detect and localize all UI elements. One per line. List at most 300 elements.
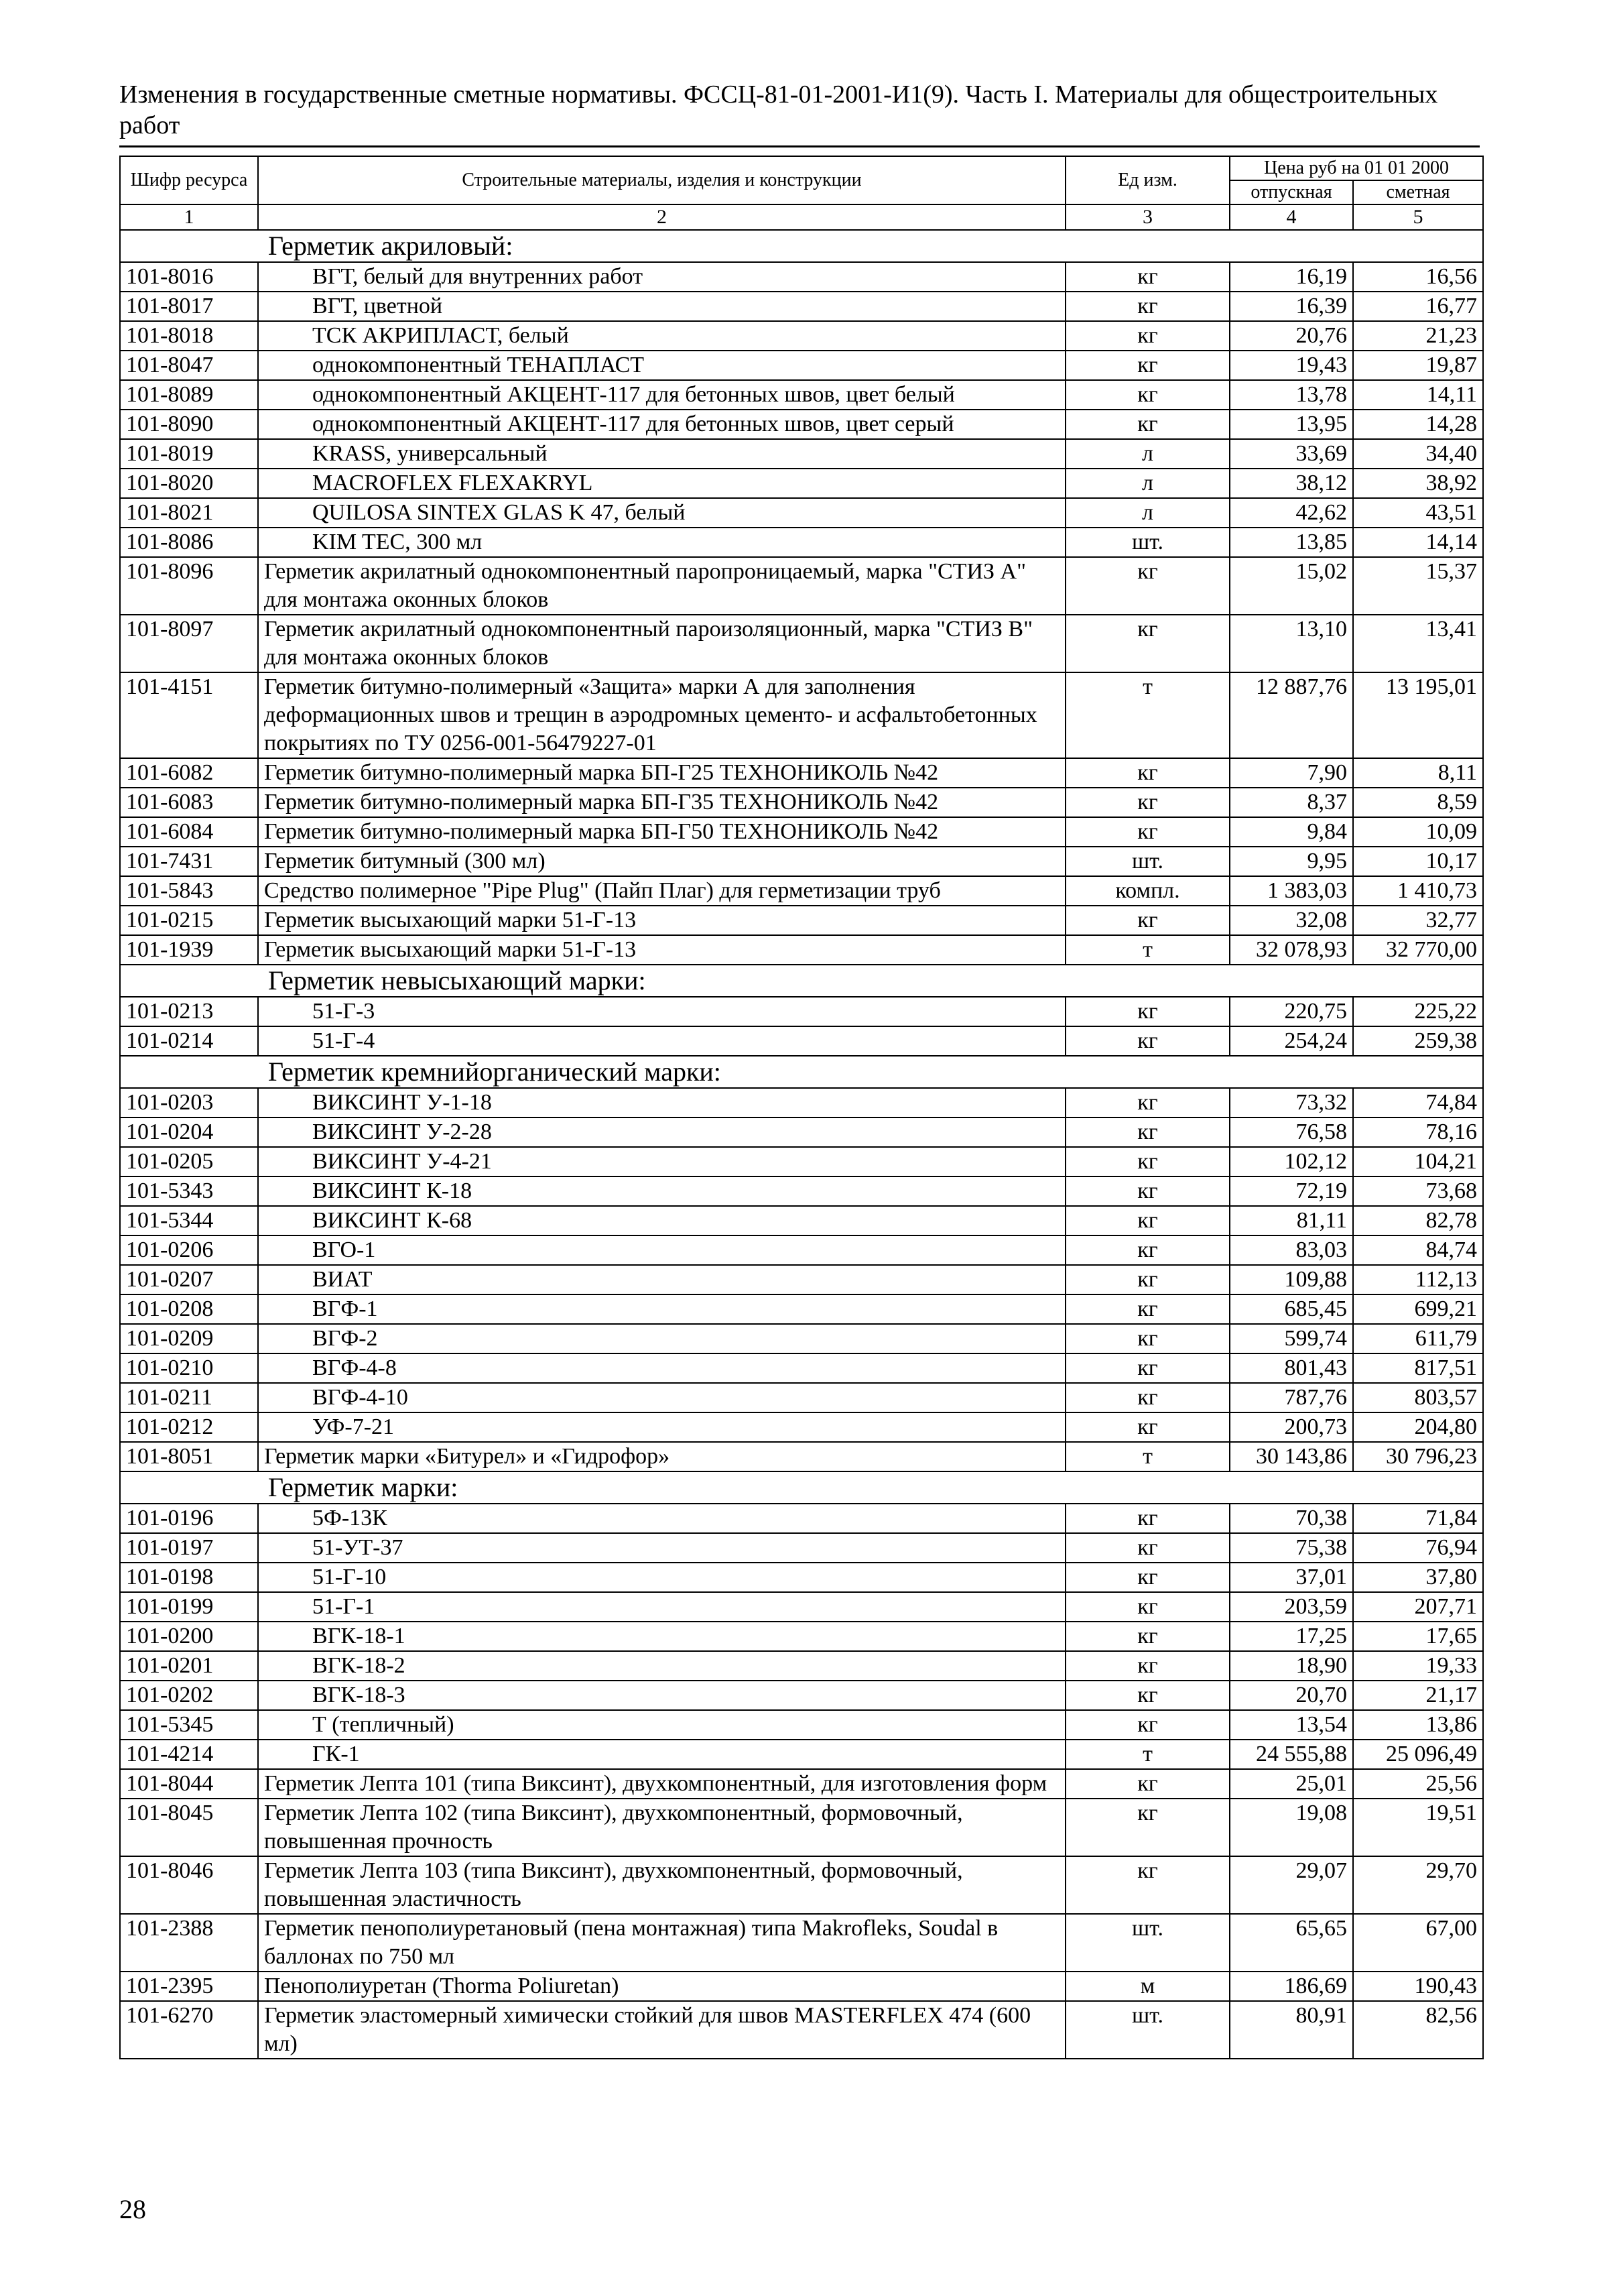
price-release-cell: 13,10 bbox=[1230, 615, 1353, 672]
price-release-cell: 13,85 bbox=[1230, 528, 1353, 557]
unit-cell: кг bbox=[1066, 615, 1230, 672]
price-estimate-cell: 73,68 bbox=[1353, 1176, 1483, 1206]
unit-cell: кг bbox=[1066, 1383, 1230, 1412]
price-estimate-cell: 30 796,23 bbox=[1353, 1442, 1483, 1471]
price-estimate-cell: 611,79 bbox=[1353, 1324, 1483, 1353]
resource-code-cell: 101-6082 bbox=[120, 758, 258, 788]
material-name-cell: однокомпонентный АКЦЕНТ-117 для бетонных швов, цвет серый bbox=[258, 410, 1066, 439]
price-release-cell: 685,45 bbox=[1230, 1294, 1353, 1324]
material-name-cell: ВГО-1 bbox=[258, 1235, 1066, 1265]
resource-code-cell: 101-1939 bbox=[120, 935, 258, 965]
price-estimate-cell: 8,59 bbox=[1353, 788, 1483, 817]
material-name-cell: 51-Г-1 bbox=[258, 1592, 1066, 1622]
resource-code-cell: 101-8096 bbox=[120, 557, 258, 615]
resource-code-cell: 101-0204 bbox=[120, 1117, 258, 1147]
price-estimate-cell: 14,11 bbox=[1353, 380, 1483, 410]
price-estimate-cell: 17,65 bbox=[1353, 1622, 1483, 1651]
unit-cell: кг bbox=[1066, 1265, 1230, 1294]
table-row bbox=[120, 2001, 1483, 2059]
table-row bbox=[120, 557, 1483, 615]
price-estimate-cell: 13,41 bbox=[1353, 615, 1483, 672]
price-estimate-cell: 25,56 bbox=[1353, 1769, 1483, 1799]
price-release-cell: 18,90 bbox=[1230, 1651, 1353, 1681]
price-release-cell: 20,70 bbox=[1230, 1681, 1353, 1710]
table-row bbox=[120, 1740, 1483, 1769]
resource-code-cell: 101-2388 bbox=[120, 1914, 258, 1972]
table-row bbox=[120, 1651, 1483, 1681]
section-title: Герметик кремнийорганический марки: bbox=[120, 1056, 1483, 1088]
resource-code-cell: 101-6083 bbox=[120, 788, 258, 817]
material-name-cell: 51-УТ-37 bbox=[258, 1533, 1066, 1563]
price-release-cell: 13,78 bbox=[1230, 380, 1353, 410]
table-row bbox=[120, 498, 1483, 528]
unit-cell: шт. bbox=[1066, 1914, 1230, 1972]
material-name-cell: Герметик битумно-полимерный «Защита» марки А для заполнения деформационных швов и трещин в аэродромных цементо- и асфальтобетонных покрытиях по ТУ 0256-001-56479227-01 bbox=[258, 672, 1066, 758]
resource-code-cell: 101-8097 bbox=[120, 615, 258, 672]
resource-code-cell: 101-0210 bbox=[120, 1353, 258, 1383]
unit-cell: кг bbox=[1066, 1147, 1230, 1176]
price-estimate-cell: 14,14 bbox=[1353, 528, 1483, 557]
price-estimate-cell: 84,74 bbox=[1353, 1235, 1483, 1265]
unit-cell: кг bbox=[1066, 788, 1230, 817]
price-release-cell: 38,12 bbox=[1230, 469, 1353, 498]
price-release-cell: 33,69 bbox=[1230, 439, 1353, 469]
price-estimate-cell: 34,40 bbox=[1353, 439, 1483, 469]
material-name-cell: 5Ф-13К bbox=[258, 1504, 1066, 1533]
price-estimate-cell: 25 096,49 bbox=[1353, 1740, 1483, 1769]
resource-code-cell: 101-8046 bbox=[120, 1856, 258, 1914]
price-release-cell: 30 143,86 bbox=[1230, 1442, 1353, 1471]
unit-cell: кг bbox=[1066, 1353, 1230, 1383]
price-estimate-cell: 13 195,01 bbox=[1353, 672, 1483, 758]
price-estimate-cell: 10,17 bbox=[1353, 847, 1483, 876]
resource-code-cell: 101-8019 bbox=[120, 439, 258, 469]
price-release-cell: 25,01 bbox=[1230, 1769, 1353, 1799]
price-estimate-cell: 71,84 bbox=[1353, 1504, 1483, 1533]
document-header: Изменения в государственные сметные нормативы. ФССЦ-81-01-2001-И1(9). Часть I. Материалы для общестроительных работ bbox=[119, 80, 1438, 139]
price-release-cell: 32,08 bbox=[1230, 906, 1353, 935]
table-row bbox=[120, 1681, 1483, 1710]
resource-code-cell: 101-7431 bbox=[120, 847, 258, 876]
section-header-row bbox=[120, 1056, 1483, 1088]
price-estimate-cell: 112,13 bbox=[1353, 1265, 1483, 1294]
header-price-release: отпускная bbox=[1230, 180, 1353, 204]
material-name-cell: ВГФ-2 bbox=[258, 1324, 1066, 1353]
table-row bbox=[120, 380, 1483, 410]
price-estimate-cell: 19,51 bbox=[1353, 1799, 1483, 1856]
table-row bbox=[120, 1504, 1483, 1533]
material-name-cell: ВИКСИНТ К-18 bbox=[258, 1176, 1066, 1206]
resource-code-cell: 101-2395 bbox=[120, 1972, 258, 2001]
price-estimate-cell: 21,23 bbox=[1353, 321, 1483, 351]
price-release-cell: 17,25 bbox=[1230, 1622, 1353, 1651]
unit-cell: кг bbox=[1066, 1324, 1230, 1353]
table-row bbox=[120, 1176, 1483, 1206]
material-name-cell: ВИКСИНТ У-4-21 bbox=[258, 1147, 1066, 1176]
table-row bbox=[120, 1972, 1483, 2001]
material-name-cell: ВГФ-4-10 bbox=[258, 1383, 1066, 1412]
section-header-row bbox=[120, 230, 1483, 262]
page-number: 28 bbox=[119, 2194, 146, 2224]
material-name-cell: Герметик акрилатный однокомпонентный паропроницаемый, марка "СТИЗ А" для монтажа оконных блоков bbox=[258, 557, 1066, 615]
price-release-cell: 9,84 bbox=[1230, 817, 1353, 847]
price-estimate-cell: 32,77 bbox=[1353, 906, 1483, 935]
unit-cell: кг bbox=[1066, 1856, 1230, 1914]
table-row bbox=[120, 1592, 1483, 1622]
resource-code-cell: 101-8090 bbox=[120, 410, 258, 439]
table-row bbox=[120, 672, 1483, 758]
table-row bbox=[120, 1442, 1483, 1471]
unit-cell: кг bbox=[1066, 758, 1230, 788]
price-estimate-cell: 29,70 bbox=[1353, 1856, 1483, 1914]
unit-cell: кг bbox=[1066, 1799, 1230, 1856]
resource-code-cell: 101-8051 bbox=[120, 1442, 258, 1471]
material-name-cell: УФ-7-21 bbox=[258, 1412, 1066, 1442]
price-release-cell: 70,38 bbox=[1230, 1504, 1353, 1533]
price-estimate-cell: 16,56 bbox=[1353, 262, 1483, 292]
material-name-cell: ВИКСИНТ У-2-28 bbox=[258, 1117, 1066, 1147]
price-release-cell: 65,65 bbox=[1230, 1914, 1353, 1972]
table-row bbox=[120, 351, 1483, 380]
price-release-cell: 19,08 bbox=[1230, 1799, 1353, 1856]
resource-code-cell: 101-0201 bbox=[120, 1651, 258, 1681]
price-release-cell: 8,37 bbox=[1230, 788, 1353, 817]
table-row bbox=[120, 1383, 1483, 1412]
price-release-cell: 220,75 bbox=[1230, 997, 1353, 1026]
header-divider bbox=[119, 145, 1480, 147]
table-row bbox=[120, 1622, 1483, 1651]
price-estimate-cell: 204,80 bbox=[1353, 1412, 1483, 1442]
section-title: Герметик акриловый: bbox=[120, 230, 1483, 262]
unit-cell: кг bbox=[1066, 1769, 1230, 1799]
table-row bbox=[120, 410, 1483, 439]
material-name-cell: 51-Г-10 bbox=[258, 1563, 1066, 1592]
material-name-cell: 51-Г-3 bbox=[258, 997, 1066, 1026]
unit-cell: кг bbox=[1066, 1176, 1230, 1206]
price-release-cell: 13,54 bbox=[1230, 1710, 1353, 1740]
resource-code-cell: 101-0208 bbox=[120, 1294, 258, 1324]
resource-code-cell: 101-0214 bbox=[120, 1026, 258, 1056]
resource-code-cell: 101-8016 bbox=[120, 262, 258, 292]
material-name-cell: Герметик Лепта 103 (типа Виксинт), двухкомпонентный, формовочный, повышенная эластичность bbox=[258, 1856, 1066, 1914]
header-price-group: Цена руб на 01 01 2000 bbox=[1230, 156, 1483, 180]
section-header-row bbox=[120, 1471, 1483, 1504]
unit-cell: кг bbox=[1066, 557, 1230, 615]
price-estimate-cell: 104,21 bbox=[1353, 1147, 1483, 1176]
resource-code-cell: 101-5345 bbox=[120, 1710, 258, 1740]
material-name-cell: ГК-1 bbox=[258, 1740, 1066, 1769]
price-release-cell: 73,32 bbox=[1230, 1088, 1353, 1117]
unit-cell: кг bbox=[1066, 1504, 1230, 1533]
material-name-cell: Герметик битумно-полимерный марка БП-Г25 ТЕХНОНИКОЛЬ №42 bbox=[258, 758, 1066, 788]
price-release-cell: 83,03 bbox=[1230, 1235, 1353, 1265]
table-row bbox=[120, 1533, 1483, 1563]
material-name-cell: ВИАТ bbox=[258, 1265, 1066, 1294]
unit-cell: кг bbox=[1066, 262, 1230, 292]
price-release-cell: 13,95 bbox=[1230, 410, 1353, 439]
unit-cell: шт. bbox=[1066, 2001, 1230, 2059]
price-release-cell: 76,58 bbox=[1230, 1117, 1353, 1147]
table-row bbox=[120, 758, 1483, 788]
price-estimate-cell: 19,33 bbox=[1353, 1651, 1483, 1681]
resource-code-cell: 101-0213 bbox=[120, 997, 258, 1026]
material-name-cell: Герметик эластомерный химически стойкий для швов MASTERFLEX 474 (600 мл) bbox=[258, 2001, 1066, 2059]
table-row bbox=[120, 997, 1483, 1026]
table-row bbox=[120, 1206, 1483, 1235]
table-row bbox=[120, 1914, 1483, 1972]
unit-cell: кг bbox=[1066, 1592, 1230, 1622]
resource-code-cell: 101-0200 bbox=[120, 1622, 258, 1651]
table-row bbox=[120, 876, 1483, 906]
material-name-cell: Герметик марки «Битурел» и «Гидрофор» bbox=[258, 1442, 1066, 1471]
price-estimate-cell: 8,11 bbox=[1353, 758, 1483, 788]
unit-cell: кг bbox=[1066, 292, 1230, 321]
table-body bbox=[120, 230, 1483, 2059]
material-name-cell: ВГК-18-1 bbox=[258, 1622, 1066, 1651]
resource-code-cell: 101-6084 bbox=[120, 817, 258, 847]
unit-cell: кг bbox=[1066, 906, 1230, 935]
price-release-cell: 7,90 bbox=[1230, 758, 1353, 788]
resource-code-cell: 101-0197 bbox=[120, 1533, 258, 1563]
table-row bbox=[120, 817, 1483, 847]
material-name-cell: QUILOSA SINTEX GLAS K 47, белый bbox=[258, 498, 1066, 528]
resource-code-cell: 101-8021 bbox=[120, 498, 258, 528]
unit-cell: кг bbox=[1066, 1206, 1230, 1235]
material-name-cell: MACROFLEX FLEXAKRYL bbox=[258, 469, 1066, 498]
price-estimate-cell: 225,22 bbox=[1353, 997, 1483, 1026]
unit-cell: шт. bbox=[1066, 528, 1230, 557]
table-row bbox=[120, 1563, 1483, 1592]
unit-cell: кг bbox=[1066, 1117, 1230, 1147]
price-estimate-cell: 37,80 bbox=[1353, 1563, 1483, 1592]
table-row bbox=[120, 292, 1483, 321]
table-row bbox=[120, 615, 1483, 672]
price-release-cell: 12 887,76 bbox=[1230, 672, 1353, 758]
price-estimate-cell: 21,17 bbox=[1353, 1681, 1483, 1710]
price-release-cell: 109,88 bbox=[1230, 1265, 1353, 1294]
table-row bbox=[120, 1088, 1483, 1117]
section-title: Герметик невысыхающий марки: bbox=[120, 965, 1483, 997]
material-name-cell: Средство полимерное "Pipe Plug" (Пайп Плаг) для герметизации труб bbox=[258, 876, 1066, 906]
header-unit: Ед изм. bbox=[1066, 156, 1230, 204]
price-estimate-cell: 19,87 bbox=[1353, 351, 1483, 380]
table-row bbox=[120, 1324, 1483, 1353]
unit-cell: л bbox=[1066, 469, 1230, 498]
header-code: Шифр ресурса bbox=[120, 156, 258, 204]
price-release-cell: 102,12 bbox=[1230, 1147, 1353, 1176]
price-release-cell: 20,76 bbox=[1230, 321, 1353, 351]
resource-code-cell: 101-5343 bbox=[120, 1176, 258, 1206]
table-row bbox=[120, 1769, 1483, 1799]
price-release-cell: 24 555,88 bbox=[1230, 1740, 1353, 1769]
resource-code-cell: 101-0199 bbox=[120, 1592, 258, 1622]
material-name-cell: Герметик высыхающий марки 51-Г-13 bbox=[258, 906, 1066, 935]
material-name-cell: Герметик пенополиуретановый (пена монтажная) типа Makrofleks, Soudal в баллонах по 750 мл bbox=[258, 1914, 1066, 1972]
material-name-cell: однокомпонентный АКЦЕНТ-117 для бетонных швов, цвет белый bbox=[258, 380, 1066, 410]
table-row bbox=[120, 469, 1483, 498]
material-name-cell: Герметик битумный (300 мл) bbox=[258, 847, 1066, 876]
resource-code-cell: 101-0207 bbox=[120, 1265, 258, 1294]
table-row bbox=[120, 1799, 1483, 1856]
resource-code-cell: 101-5344 bbox=[120, 1206, 258, 1235]
price-estimate-cell: 67,00 bbox=[1353, 1914, 1483, 1972]
material-name-cell: ВГТ, белый для внутренних работ bbox=[258, 262, 1066, 292]
price-estimate-cell: 43,51 bbox=[1353, 498, 1483, 528]
price-release-cell: 15,02 bbox=[1230, 557, 1353, 615]
resource-code-cell: 101-8044 bbox=[120, 1769, 258, 1799]
unit-cell: шт. bbox=[1066, 847, 1230, 876]
unit-cell: кг bbox=[1066, 321, 1230, 351]
material-name-cell: Герметик акрилатный однокомпонентный пароизоляционный, марка "СТИЗ В" для монтажа оконных блоков bbox=[258, 615, 1066, 672]
price-estimate-cell: 78,16 bbox=[1353, 1117, 1483, 1147]
price-release-cell: 32 078,93 bbox=[1230, 935, 1353, 965]
price-estimate-cell: 16,77 bbox=[1353, 292, 1483, 321]
resource-code-cell: 101-4214 bbox=[120, 1740, 258, 1769]
resource-code-cell: 101-0206 bbox=[120, 1235, 258, 1265]
section-header-row bbox=[120, 965, 1483, 997]
unit-cell: кг bbox=[1066, 410, 1230, 439]
unit-cell: кг bbox=[1066, 1563, 1230, 1592]
material-name-cell: ВГК-18-2 bbox=[258, 1651, 1066, 1681]
unit-cell: т bbox=[1066, 1740, 1230, 1769]
price-release-cell: 186,69 bbox=[1230, 1972, 1353, 2001]
table-row bbox=[120, 1353, 1483, 1383]
header-price-estimate: сметная bbox=[1353, 180, 1483, 204]
price-estimate-cell: 817,51 bbox=[1353, 1353, 1483, 1383]
price-release-cell: 200,73 bbox=[1230, 1412, 1353, 1442]
price-release-cell: 16,39 bbox=[1230, 292, 1353, 321]
material-name-cell: ВГТ, цветной bbox=[258, 292, 1066, 321]
table-row bbox=[120, 788, 1483, 817]
unit-cell: кг bbox=[1066, 997, 1230, 1026]
price-estimate-cell: 82,56 bbox=[1353, 2001, 1483, 2059]
price-release-cell: 37,01 bbox=[1230, 1563, 1353, 1592]
price-estimate-cell: 32 770,00 bbox=[1353, 935, 1483, 965]
price-estimate-cell: 15,37 bbox=[1353, 557, 1483, 615]
material-name-cell: Герметик Лепта 102 (типа Виксинт), двухкомпонентный, формовочный, повышенная прочность bbox=[258, 1799, 1066, 1856]
material-name-cell: 51-Г-4 bbox=[258, 1026, 1066, 1056]
section-title: Герметик марки: bbox=[120, 1471, 1483, 1504]
unit-cell: т bbox=[1066, 1442, 1230, 1471]
unit-cell: кг bbox=[1066, 1651, 1230, 1681]
price-release-cell: 81,11 bbox=[1230, 1206, 1353, 1235]
price-release-cell: 787,76 bbox=[1230, 1383, 1353, 1412]
column-number: 1 bbox=[120, 204, 258, 230]
table-row bbox=[120, 528, 1483, 557]
price-release-cell: 254,24 bbox=[1230, 1026, 1353, 1056]
material-name-cell: ВИКСИНТ К-68 bbox=[258, 1206, 1066, 1235]
resource-code-cell: 101-8047 bbox=[120, 351, 258, 380]
price-release-cell: 42,62 bbox=[1230, 498, 1353, 528]
price-release-cell: 80,91 bbox=[1230, 2001, 1353, 2059]
table-row bbox=[120, 1026, 1483, 1056]
material-name-cell: Герметик битумно-полимерный марка БП-Г35 ТЕХНОНИКОЛЬ №42 bbox=[258, 788, 1066, 817]
resource-code-cell: 101-8018 bbox=[120, 321, 258, 351]
price-release-cell: 75,38 bbox=[1230, 1533, 1353, 1563]
resource-code-cell: 101-8089 bbox=[120, 380, 258, 410]
price-release-cell: 599,74 bbox=[1230, 1324, 1353, 1353]
price-estimate-cell: 207,71 bbox=[1353, 1592, 1483, 1622]
resource-code-cell: 101-8045 bbox=[120, 1799, 258, 1856]
material-name-cell: ВИКСИНТ У-1-18 bbox=[258, 1088, 1066, 1117]
material-name-cell: KIM TEC, 300 мл bbox=[258, 528, 1066, 557]
material-name-cell: ВГФ-4-8 bbox=[258, 1353, 1066, 1383]
table-row bbox=[120, 1294, 1483, 1324]
price-release-cell: 29,07 bbox=[1230, 1856, 1353, 1914]
resource-code-cell: 101-0212 bbox=[120, 1412, 258, 1442]
column-number: 5 bbox=[1353, 204, 1483, 230]
unit-cell: кг bbox=[1066, 1681, 1230, 1710]
material-name-cell: ТСК АКРИПЛАСТ, белый bbox=[258, 321, 1066, 351]
resource-code-cell: 101-0209 bbox=[120, 1324, 258, 1353]
material-name-cell: Герметик Лепта 101 (типа Виксинт), двухкомпонентный, для изготовления форм bbox=[258, 1769, 1066, 1799]
table-row bbox=[120, 906, 1483, 935]
materials-price-table bbox=[119, 156, 1484, 2059]
price-estimate-cell: 190,43 bbox=[1353, 1972, 1483, 2001]
table-row bbox=[120, 1117, 1483, 1147]
price-release-cell: 1 383,03 bbox=[1230, 876, 1353, 906]
material-name-cell: KRASS, универсальный bbox=[258, 439, 1066, 469]
column-number: 3 bbox=[1066, 204, 1230, 230]
resource-code-cell: 101-8086 bbox=[120, 528, 258, 557]
resource-code-cell: 101-0202 bbox=[120, 1681, 258, 1710]
table-row bbox=[120, 321, 1483, 351]
table-row bbox=[120, 439, 1483, 469]
price-estimate-cell: 38,92 bbox=[1353, 469, 1483, 498]
unit-cell: кг bbox=[1066, 1294, 1230, 1324]
material-name-cell: Герметик высыхающий марки 51-Г-13 bbox=[258, 935, 1066, 965]
resource-code-cell: 101-0196 bbox=[120, 1504, 258, 1533]
price-release-cell: 16,19 bbox=[1230, 262, 1353, 292]
material-name-cell: однокомпонентный ТЕНАПЛАСТ bbox=[258, 351, 1066, 380]
resource-code-cell: 101-0205 bbox=[120, 1147, 258, 1176]
unit-cell: кг bbox=[1066, 1533, 1230, 1563]
price-estimate-cell: 13,86 bbox=[1353, 1710, 1483, 1740]
material-name-cell: Пенополиуретан (Thorma Poliuretan) bbox=[258, 1972, 1066, 2001]
unit-cell: кг bbox=[1066, 351, 1230, 380]
unit-cell: л bbox=[1066, 439, 1230, 469]
resource-code-cell: 101-0203 bbox=[120, 1088, 258, 1117]
price-release-cell: 9,95 bbox=[1230, 847, 1353, 876]
table-row bbox=[120, 262, 1483, 292]
column-number: 2 bbox=[258, 204, 1066, 230]
price-release-cell: 801,43 bbox=[1230, 1353, 1353, 1383]
resource-code-cell: 101-8020 bbox=[120, 469, 258, 498]
price-estimate-cell: 10,09 bbox=[1353, 817, 1483, 847]
table-row bbox=[120, 1147, 1483, 1176]
price-estimate-cell: 259,38 bbox=[1353, 1026, 1483, 1056]
table-row bbox=[120, 847, 1483, 876]
price-release-cell: 203,59 bbox=[1230, 1592, 1353, 1622]
unit-cell: кг bbox=[1066, 1710, 1230, 1740]
table-row bbox=[120, 1265, 1483, 1294]
unit-cell: кг bbox=[1066, 1026, 1230, 1056]
table-row bbox=[120, 1856, 1483, 1914]
resource-code-cell: 101-0215 bbox=[120, 906, 258, 935]
table-row bbox=[120, 935, 1483, 965]
table-row bbox=[120, 1710, 1483, 1740]
header-name: Строительные материалы, изделия и конструкции bbox=[258, 156, 1066, 204]
price-estimate-cell: 82,78 bbox=[1353, 1206, 1483, 1235]
unit-cell: кг bbox=[1066, 1235, 1230, 1265]
unit-cell: кг bbox=[1066, 1088, 1230, 1117]
unit-cell: кг bbox=[1066, 380, 1230, 410]
price-estimate-cell: 803,57 bbox=[1353, 1383, 1483, 1412]
price-estimate-cell: 14,28 bbox=[1353, 410, 1483, 439]
material-name-cell: Т (тепличный) bbox=[258, 1710, 1066, 1740]
resource-code-cell: 101-0198 bbox=[120, 1563, 258, 1592]
table-row bbox=[120, 1235, 1483, 1265]
